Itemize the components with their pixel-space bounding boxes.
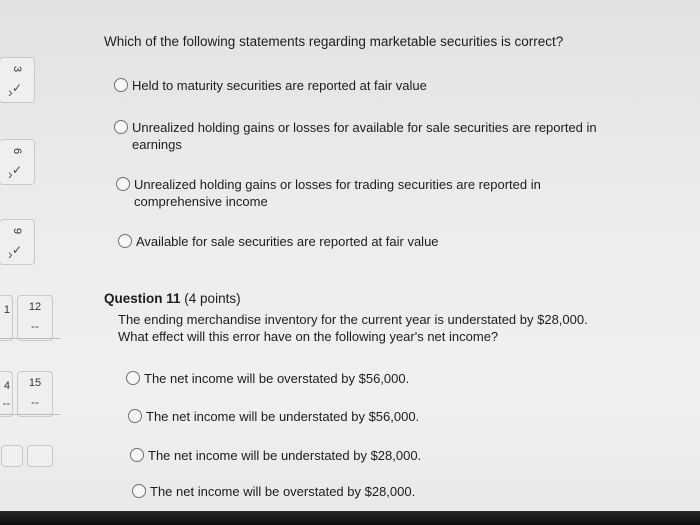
answer-option-4[interactable] (132, 483, 415, 500)
nav-question-6[interactable] (0, 140, 34, 184)
option-label: Held to maturity securities are reported at fair value (132, 78, 427, 93)
radio-button[interactable] (116, 177, 130, 191)
question-points: (4 points) (184, 291, 241, 306)
nav-question-3[interactable] (0, 58, 34, 102)
nav-question-12[interactable] (18, 296, 52, 340)
radio-button[interactable] (130, 448, 144, 462)
answer-option-3[interactable] (116, 176, 566, 210)
nav-number: 3 (11, 65, 23, 73)
nav-number: 12 (28, 301, 42, 313)
question-prompt: Which of the following statements regarding marketable securities is correct? (104, 34, 564, 49)
radio-button[interactable] (114, 78, 128, 92)
option-label: The net income will be overstated by $56,000. (144, 371, 410, 386)
radio-button[interactable] (132, 484, 146, 498)
nav-question-partial-1[interactable] (0, 296, 12, 340)
answer-option-2[interactable] (114, 119, 614, 153)
nav-number: 15 (28, 377, 42, 389)
option-label: The net income will be understated by $28,000. (148, 448, 422, 463)
nav-number: 1 (3, 304, 10, 316)
checkmark-icon: ✓ (11, 163, 23, 177)
checkmark-icon: ✓ (11, 81, 23, 95)
nav-question-9[interactable] (0, 220, 34, 264)
nav-question-15[interactable] (18, 372, 52, 416)
nav-number: 6 (11, 147, 23, 155)
divider (0, 338, 60, 339)
nav-question-partial-14[interactable] (0, 372, 12, 416)
nav-number: 4 (3, 380, 10, 392)
unanswered-mark: -- (2, 398, 10, 410)
answer-option-1[interactable] (114, 77, 427, 94)
chevron-right-icon: › (8, 246, 13, 262)
option-label: The net income will be overstated by $28,000. (150, 484, 416, 499)
chevron-right-icon: › (8, 84, 13, 100)
unanswered-mark: -- (31, 395, 39, 409)
chevron-right-icon: › (8, 166, 13, 182)
question-prompt: The ending merchandise inventory for the current year is understated by $28,000. What effect will this error have on the following year's net income? (118, 312, 588, 344)
nav-question-partial-bottom[interactable] (2, 446, 22, 466)
option-label: The net income will be understated by $56,000. (146, 409, 420, 424)
radio-button[interactable] (114, 120, 128, 134)
question-number: Question 11 (104, 291, 181, 306)
option-label: Unrealized holding gains or losses for available for sale securities are reported in earnings (132, 120, 597, 152)
answer-option-4[interactable] (118, 233, 439, 250)
answer-option-1[interactable] (126, 370, 409, 387)
nav-question-partial-bottom-2[interactable] (28, 446, 52, 466)
screen-bezel (0, 511, 700, 525)
divider (0, 414, 60, 415)
option-label: Available for sale securities are reported at fair value (136, 234, 439, 249)
radio-button[interactable] (118, 234, 132, 248)
answer-option-3[interactable] (130, 447, 421, 464)
unanswered-mark: -- (31, 319, 39, 333)
radio-button[interactable] (126, 371, 140, 385)
checkmark-icon: ✓ (11, 243, 23, 257)
question-heading (104, 291, 241, 306)
radio-button[interactable] (128, 409, 142, 423)
answer-option-2[interactable] (128, 408, 419, 425)
option-label: Unrealized holding gains or losses for trading securities are reported in comprehensive income (134, 177, 541, 209)
nav-number: 9 (11, 227, 23, 235)
